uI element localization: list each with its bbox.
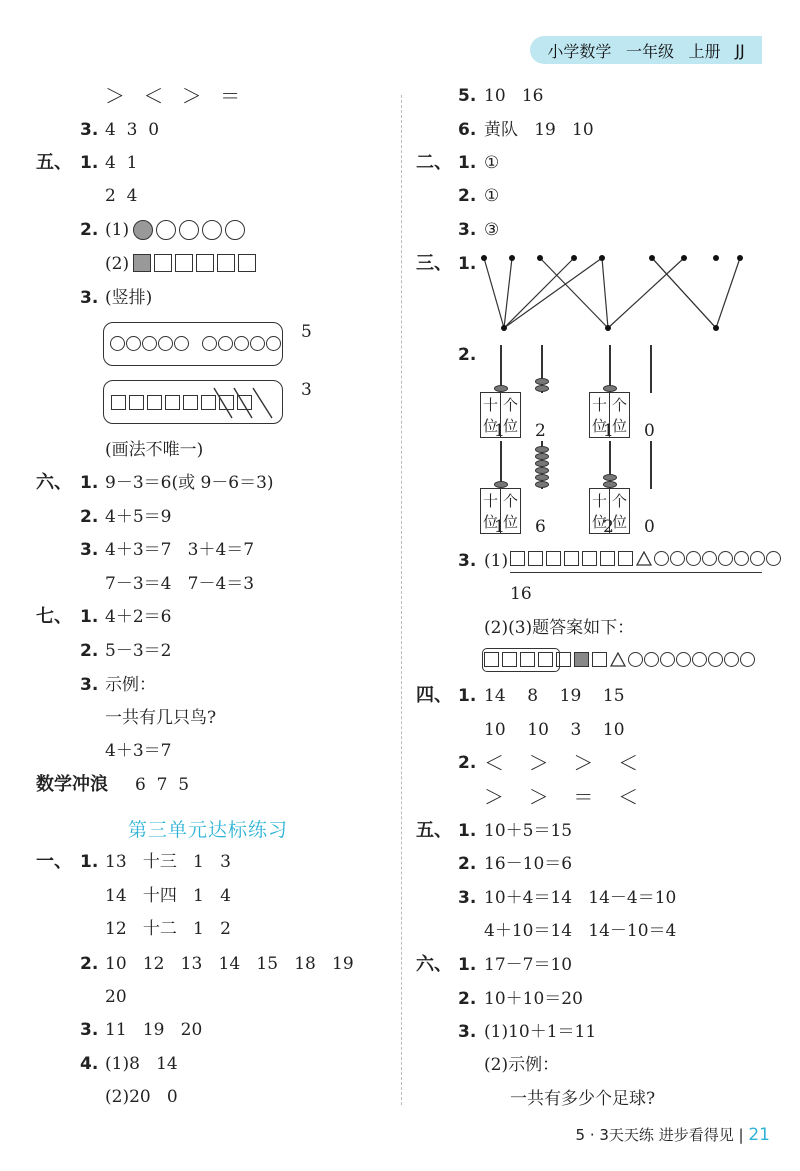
cross-out-strokes (200, 386, 282, 420)
left-s7-q3-b: 一共有几只鸟? (105, 708, 217, 728)
circle (740, 652, 755, 667)
square (600, 551, 615, 566)
unit-q1-a: 13 十三 1 3 (105, 852, 231, 872)
right-section-4-label: 四、 (416, 685, 452, 706)
right-section-5-label: 五、 (416, 820, 452, 841)
bead (535, 467, 549, 474)
ones-digit: 2 (535, 421, 546, 441)
right-s5-q3-b: 4＋10＝14 14－10＝4 (484, 921, 677, 941)
left-s6-q3-num: 3. (80, 540, 99, 560)
square (592, 652, 607, 667)
square (510, 551, 525, 566)
footer-separator: | (738, 1126, 744, 1144)
right-s3-q3-num: 3. (458, 551, 477, 571)
right-q5-num: 5. (458, 86, 477, 106)
underline (510, 572, 762, 573)
right-s6-q3-a: (1)10＋1＝11 (484, 1022, 597, 1042)
square (528, 551, 543, 566)
unit-q2: 10 12 13 14 15 18 19 (105, 954, 354, 974)
right-s6-q3-c: 一共有多少个足球? (510, 1089, 656, 1109)
right-s2-q2-num: 2. (458, 186, 477, 206)
circle (654, 551, 669, 566)
header-banner (530, 36, 762, 64)
ones-label: 个位 (610, 393, 630, 438)
box1-side-number: 5 (301, 322, 312, 342)
right-s4-q1-a: 14 8 19 15 (484, 686, 625, 706)
ones-label: 个位 (610, 489, 630, 534)
unit-q2-b: 20 (105, 987, 127, 1007)
matching-lines-diagram (478, 252, 748, 334)
bead (603, 481, 617, 488)
circle (686, 551, 701, 566)
bead (494, 385, 508, 392)
left-section-5-label: 五、 (36, 152, 72, 173)
bead (535, 378, 549, 385)
circle (142, 336, 157, 351)
page-footer (576, 1124, 770, 1145)
unit-q2-num: 2. (80, 954, 99, 974)
circle (250, 336, 265, 351)
bead (603, 385, 617, 392)
square (154, 254, 172, 272)
filled-circle (133, 220, 153, 240)
filled-square (574, 652, 589, 667)
circle (110, 336, 125, 351)
right-s6-q3-b: (2)示例： (484, 1055, 560, 1075)
left-s5-q2-p2: (2) (105, 254, 130, 274)
unit-section-1-label: 一、 (36, 851, 72, 872)
header-edition: JJ (735, 40, 745, 60)
left-s7-q3-num: 3. (80, 675, 99, 695)
left-s7-q3: 示例： (105, 675, 156, 695)
right-s5-q3-a: 10＋4＝14 14－4＝10 (484, 888, 677, 908)
math-wave-text: 6 7 5 (135, 775, 190, 795)
left-s6-q3-a: 4＋3＝7 3＋4＝7 (105, 540, 255, 560)
footer-slogan: 进步看得见 (658, 1126, 734, 1144)
tens-digit: 1 (603, 421, 614, 441)
left-s7-q2-num: 2. (80, 641, 99, 661)
squares-row (133, 254, 259, 272)
circle (202, 220, 222, 240)
bead (535, 474, 549, 481)
header-volume: 上册 (688, 41, 721, 61)
square (183, 395, 198, 410)
right-s2-q3-num: 3. (458, 220, 477, 240)
right-s5-q2: 16－10＝6 (484, 854, 573, 874)
left-s5-note: (画法不唯一) (105, 440, 204, 460)
header-grade: 一年级 (625, 41, 674, 61)
left-q3-text: 4 3 0 (105, 120, 160, 140)
tens-digit: 1 (494, 421, 505, 441)
filled-square (133, 254, 151, 272)
circle (156, 220, 176, 240)
math-wave-label: 数学冲浪 (36, 774, 108, 795)
box2-side-number: 3 (301, 380, 312, 400)
circle (702, 551, 717, 566)
circle (126, 336, 141, 351)
right-s2-q1: ① (484, 153, 500, 173)
shapes-row-2 (484, 652, 756, 667)
ones-digit: 0 (644, 517, 655, 537)
ones-label: 个位 (501, 489, 521, 534)
right-section-6-label: 六、 (416, 954, 452, 975)
circle (158, 336, 173, 351)
left-s5-q1-num: 1. (80, 153, 99, 173)
circle (628, 652, 643, 667)
right-s6-q1-num: 1. (458, 955, 477, 975)
unit-q3: 11 19 20 (105, 1020, 203, 1040)
right-s4-q1-num: 1. (458, 686, 477, 706)
right-s5-q3-num: 3. (458, 888, 477, 908)
left-s7-q3-c: 4＋3＝7 (105, 741, 172, 761)
left-s5-q2-num: 2. (80, 220, 99, 240)
square (582, 551, 597, 566)
right-s4-q2-b: ＞ ＞ ＝ ＜ (484, 785, 643, 809)
column-divider (401, 95, 402, 1105)
left-s7-q1-num: 1. (80, 607, 99, 627)
bead (535, 460, 549, 467)
circle (218, 336, 233, 351)
left-s6-q2: 4＋5＝9 (105, 507, 172, 527)
square (546, 551, 561, 566)
left-s5-q1-b: 2 4 (105, 186, 138, 206)
left-section-6-label: 六、 (36, 472, 72, 493)
circle (724, 652, 739, 667)
unit-q3-num: 3. (80, 1020, 99, 1040)
bead (535, 453, 549, 460)
triangle (610, 652, 626, 667)
right-s6-q2: 10＋10＝20 (484, 989, 583, 1009)
tens-label: 十位 (590, 489, 610, 534)
bead (535, 446, 549, 453)
right-s2-q1-num: 1. (458, 153, 477, 173)
right-s3-q1-num: 1. (458, 254, 477, 274)
right-s3-q2-num: 2. (458, 345, 477, 365)
unit-q1-num: 1. (80, 852, 99, 872)
triangle (636, 551, 652, 566)
circle (225, 220, 245, 240)
left-section-7-label: 七、 (36, 606, 72, 627)
circle (179, 220, 199, 240)
unit-q1-c: 12 十二 1 2 (105, 919, 231, 939)
footer-brand: 5 · 3天天练 (575, 1126, 654, 1144)
circle (766, 551, 781, 566)
right-s2-q2: ① (484, 186, 500, 206)
bead (535, 481, 549, 488)
circle (266, 336, 281, 351)
right-s3-q3-p23: (2)(3)题答案如下： (484, 618, 635, 638)
right-s6-q1: 17－7＝10 (484, 955, 573, 975)
left-s6-q1: 9－3＝6(或 9－6＝3) (105, 473, 274, 493)
ones-rod (650, 441, 652, 489)
right-section-3-label: 三、 (416, 253, 452, 274)
unit-q4-a: (1)8 14 (105, 1054, 178, 1074)
square (217, 254, 235, 272)
right-s3-q3-ans: 16 (510, 584, 532, 604)
left-s5-q2-p1: (1) (105, 220, 130, 240)
right-section-2-label: 二、 (416, 152, 452, 173)
right-s5-q2-num: 2. (458, 854, 477, 874)
ones-rod (650, 345, 652, 393)
circle (734, 551, 749, 566)
right-s4-q1-b: 10 10 3 10 (484, 720, 625, 740)
left-s6-q2-num: 2. (80, 507, 99, 527)
right-s4-q2-a: ＜ ＞ ＞ ＜ (484, 751, 643, 775)
circle (692, 652, 707, 667)
unit-q1-b: 14 十四 1 4 (105, 886, 231, 906)
tens-label: 十位 (481, 393, 501, 438)
square (238, 254, 256, 272)
bead (603, 474, 617, 481)
filled-circles-row (133, 220, 248, 240)
circle (676, 652, 691, 667)
right-q6-text: 黄队 19 10 (484, 120, 594, 140)
circle (644, 652, 659, 667)
shapes-row-1 (510, 551, 782, 566)
left-q3-num: 3. (80, 120, 99, 140)
square (618, 551, 633, 566)
bead (535, 385, 549, 392)
left-s5-q3-text: (竖排) (105, 288, 153, 308)
circle (234, 336, 249, 351)
unit-q4-b: (2)20 0 (105, 1087, 178, 1107)
circle (750, 551, 765, 566)
left-s6-q1-num: 1. (80, 473, 99, 493)
tens-digit: 1 (494, 517, 505, 537)
tens-label: 十位 (590, 393, 610, 438)
right-s4-q2-num: 2. (458, 753, 477, 773)
bead (494, 481, 508, 488)
unit-q4-num: 4. (80, 1054, 99, 1074)
group-box (482, 648, 560, 672)
circle (660, 652, 675, 667)
left-s7-q1: 4＋2＝6 (105, 607, 172, 627)
square (147, 395, 162, 410)
ones-digit: 6 (535, 517, 546, 537)
ones-label: 个位 (501, 393, 521, 438)
square (129, 395, 144, 410)
tens-label: 十位 (481, 489, 501, 534)
left-s6-q3-b: 7－3＝4 7－4＝3 (105, 574, 255, 594)
square (196, 254, 214, 272)
ones-digit: 0 (644, 421, 655, 441)
square (165, 395, 180, 410)
right-s6-q3-num: 3. (458, 1022, 477, 1042)
right-q5-text: 10 16 (484, 86, 544, 106)
circle (670, 551, 685, 566)
page-number: 21 (748, 1125, 770, 1145)
circle (708, 652, 723, 667)
unit-title: 第三单元达标练习 (128, 819, 289, 841)
box-circles-row (110, 336, 282, 351)
right-s3-q3-p1: (1) (484, 551, 509, 571)
circle (202, 336, 217, 351)
right-s5-q1-num: 1. (458, 821, 477, 841)
right-s6-q2-num: 2. (458, 989, 477, 1009)
circle (718, 551, 733, 566)
right-q6-num: 6. (458, 120, 477, 140)
square (175, 254, 193, 272)
right-s5-q1: 10＋5＝15 (484, 821, 573, 841)
circle (174, 336, 189, 351)
left-s7-q2: 5－3＝2 (105, 641, 172, 661)
square (564, 551, 579, 566)
left-s5-q1-a: 4 1 (105, 153, 138, 173)
square (111, 395, 126, 410)
tens-digit: 2 (603, 517, 614, 537)
left-s5-q3-num: 3. (80, 288, 99, 308)
right-s2-q3: ③ (484, 220, 500, 240)
header-subject: 小学数学 (547, 41, 612, 61)
left-top-symbols: ＞ ＜ ＞ ＝ (105, 84, 247, 108)
